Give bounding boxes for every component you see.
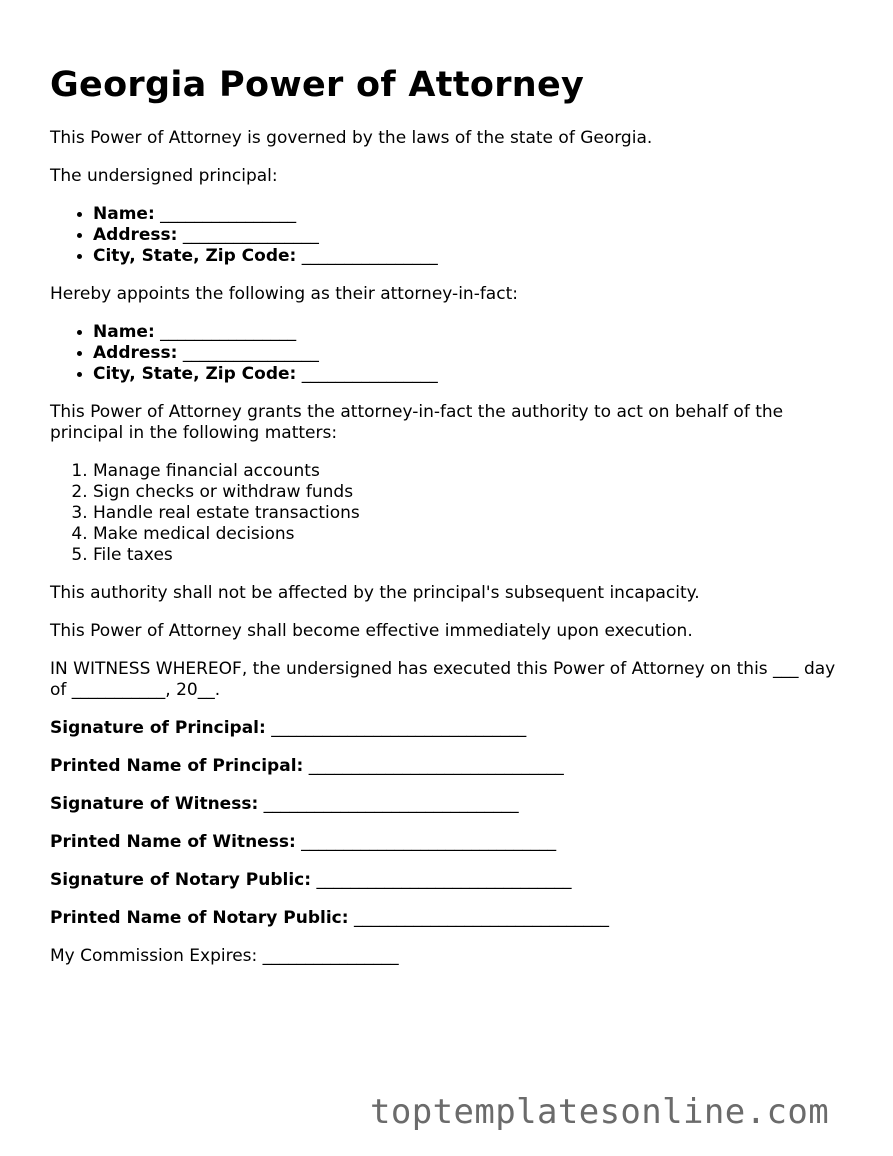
witness-whereof-paragraph: IN WITNESS WHEREOF, the undersigned has executed this Power of Attorney on this ___ day of ___________, 20__. bbox=[50, 659, 836, 700]
document-title: Georgia Power of Attorney bbox=[50, 65, 585, 105]
blank-line: ________________ bbox=[301, 364, 438, 384]
matter-item: 2. Sign checks or withdraw funds bbox=[93, 482, 840, 503]
blank-line: ________________ bbox=[301, 246, 438, 266]
signature-notary-line bbox=[50, 870, 840, 891]
site-watermark: toptemplatesonline.com bbox=[370, 1092, 830, 1132]
agent-fields-list bbox=[50, 322, 840, 385]
matter-item: 3. Handle real estate transactions bbox=[93, 503, 840, 524]
field-label: Name: bbox=[93, 204, 155, 224]
document-page bbox=[50, 0, 840, 967]
signature-label: Printed Name of Witness: bbox=[50, 832, 296, 852]
field-label: City, State, Zip Code: bbox=[93, 246, 297, 266]
principal-address-field bbox=[93, 225, 840, 246]
blank-line: ______________________________ bbox=[271, 718, 527, 738]
printed-name-principal-line bbox=[50, 756, 840, 777]
matter-item: 5. File taxes bbox=[93, 545, 840, 566]
blank-line: ________________ bbox=[160, 204, 297, 224]
signature-witness-line bbox=[50, 794, 840, 815]
matter-item: 1. Manage financial accounts bbox=[93, 461, 840, 482]
blank-line: ________________ bbox=[262, 946, 399, 966]
signature-label: Signature of Witness: bbox=[50, 794, 259, 814]
signature-label: Printed Name of Notary Public: bbox=[50, 908, 349, 928]
field-label: Address: bbox=[93, 225, 178, 245]
principal-heading: The undersigned principal: bbox=[50, 166, 278, 186]
signature-label: Signature of Principal: bbox=[50, 718, 266, 738]
blank-line: ______________________________ bbox=[308, 756, 564, 776]
commission-expires-line bbox=[50, 946, 840, 967]
matter-item: 4. Make medical decisions bbox=[93, 524, 840, 545]
commission-label: My Commission Expires: bbox=[50, 946, 258, 966]
authority-paragraph: This Power of Attorney grants the attorney-in-fact the authority to act on behalf of the principal in the following matters: bbox=[50, 402, 784, 443]
agent-city-field bbox=[93, 364, 840, 385]
field-label: Address: bbox=[93, 343, 178, 363]
blank-line: ______________________________ bbox=[263, 794, 519, 814]
blank-line: ______________________________ bbox=[353, 908, 609, 928]
incapacity-paragraph: This authority shall not be affected by the principal's subsequent incapacity. bbox=[50, 583, 700, 603]
field-label: Name: bbox=[93, 322, 155, 342]
signature-principal-line bbox=[50, 718, 840, 739]
principal-name-field bbox=[93, 204, 840, 225]
blank-line: ________________ bbox=[182, 343, 319, 363]
printed-name-notary-line bbox=[50, 908, 840, 929]
governing-law-paragraph: This Power of Attorney is governed by the laws of the state of Georgia. bbox=[50, 128, 653, 148]
field-label: City, State, Zip Code: bbox=[93, 364, 297, 384]
agent-heading: Hereby appoints the following as their attorney-in-fact: bbox=[50, 284, 518, 304]
signature-label: Printed Name of Principal: bbox=[50, 756, 304, 776]
blank-line: ________________ bbox=[182, 225, 319, 245]
principal-city-field bbox=[93, 246, 840, 267]
principal-fields-list bbox=[50, 204, 840, 267]
blank-line: ______________________________ bbox=[301, 832, 557, 852]
signature-label: Signature of Notary Public: bbox=[50, 870, 312, 890]
agent-name-field bbox=[93, 322, 840, 343]
effective-paragraph: This Power of Attorney shall become effective immediately upon execution. bbox=[50, 621, 693, 641]
blank-line: ______________________________ bbox=[316, 870, 572, 890]
matters-list bbox=[50, 461, 840, 566]
printed-name-witness-line bbox=[50, 832, 840, 853]
agent-address-field bbox=[93, 343, 840, 364]
blank-line: ________________ bbox=[160, 322, 297, 342]
